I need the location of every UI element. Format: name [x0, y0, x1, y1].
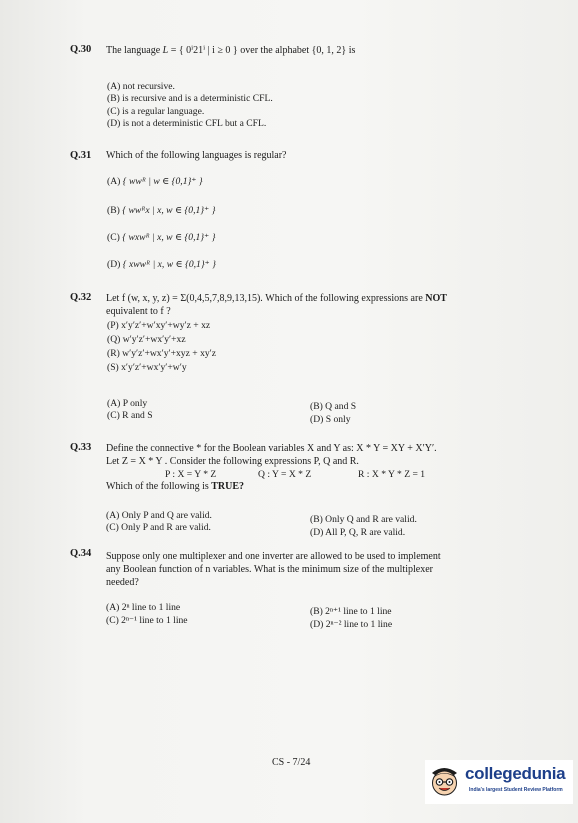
option-b: (B) { wwᴿx | x, w ∈ {0,1}⁺ } [107, 205, 216, 216]
question-stem-cont: any Boolean function of n variables. What is the minimum size of the multiplexer [106, 564, 433, 575]
question-number: Q.33 [70, 442, 92, 453]
question-stem: The language L = { 0ⁱ21ⁱ | i ≥ 0 } over the alphabet {0, 1, 2} is [106, 45, 356, 56]
option-d: (D) { xwwᴿ | x, w ∈ {0,1}⁺ } [107, 259, 216, 270]
option-c: (C) 2ⁿ⁻¹ line to 1 line [106, 615, 188, 626]
option-c: (C) Only P and R are valid. [106, 522, 211, 533]
option-b: (B) Only Q and R are valid. [310, 514, 417, 525]
collegedunia-logo [425, 760, 573, 804]
question-number: Q.34 [70, 548, 92, 559]
option-c: (C) is a regular language. [107, 106, 205, 117]
logo-tagline: India's largest Student Review Platform [469, 787, 563, 793]
option-a: (A) Only P and Q are valid. [106, 510, 212, 521]
expression-p: P : X = Y * Z [165, 469, 217, 480]
option-b: (B) Q and S [310, 401, 357, 412]
option-a: (A) 2ⁿ line to 1 line [106, 602, 181, 613]
expression-q: (Q) w′y′z′+wx′y′+xz [107, 334, 186, 345]
option-c: (C) R and S [107, 410, 153, 421]
option-d: (D) All P, Q, R are valid. [310, 527, 406, 538]
question-number: Q.30 [70, 44, 92, 55]
expression-p: (P) x′y′z′+w′xy′+wy′z + xz [107, 320, 211, 331]
logo-wordmark: collegedunia [465, 764, 566, 783]
option-d: (D) 2ⁿ⁻² line to 1 line [310, 619, 393, 630]
question-stem: Define the connective * for the Boolean variables X and Y as: X * Y = XY + X′Y′. [106, 443, 437, 454]
option-a: (A) P only [107, 398, 148, 409]
option-d: (D) S only [310, 414, 351, 425]
question-number: Q.31 [70, 150, 92, 161]
expression-s: (S) x′y′z′+wx′y′+w′y [107, 362, 187, 373]
option-a: (A) not recursive. [107, 81, 175, 92]
option-c: (C) { wxwᴿ | x, w ∈ {0,1}⁺ } [107, 232, 216, 243]
page-number: CS - 7/24 [272, 757, 311, 768]
question-stem-cont: needed? [106, 577, 139, 588]
question-number: Q.32 [70, 292, 92, 303]
mascot-icon [428, 763, 461, 799]
question-stem-cont: equivalent to f ? [106, 306, 171, 317]
option-d: (D) is not a deterministic CFL but a CFL. [107, 118, 267, 129]
question-stem: Which of the following languages is regular? [106, 150, 287, 161]
question-stem: Suppose only one multiplexer and one inverter are allowed to be used to implement [106, 551, 441, 562]
option-a: (A) { wwᴿ | w ∈ {0,1}⁺ } [107, 176, 203, 187]
expression-q: Q : Y = X * Z [258, 469, 312, 480]
expression-r: (R) w′y′z′+wx′y′+xyz + xy′z [107, 348, 217, 359]
question-stem-cont: Let Z = X * Y . Consider the following expressions P, Q and R. [106, 456, 359, 467]
option-b: (B) 2ⁿ⁺¹ line to 1 line [310, 606, 392, 617]
question-stem: Let f (w, x, y, z) = Σ(0,4,5,7,8,9,13,15). Which of the following expressions are NOT [106, 293, 447, 304]
expression-r: R : X * Y * Z = 1 [358, 469, 426, 480]
option-b: (B) is recursive and is a deterministic CFL. [107, 93, 273, 104]
question-prompt: Which of the following is TRUE? [106, 481, 245, 492]
